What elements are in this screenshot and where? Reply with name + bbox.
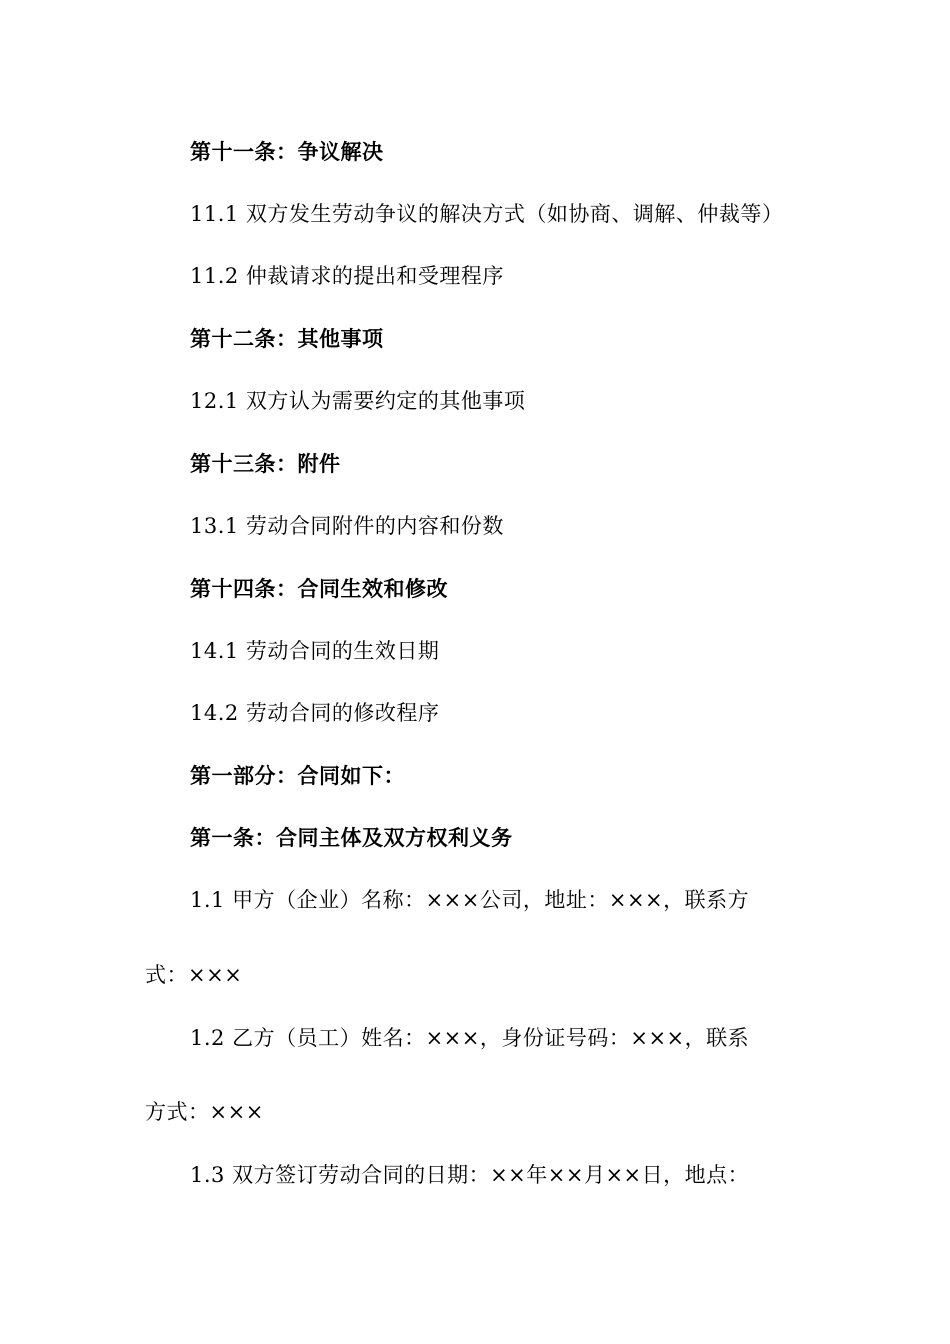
clause-1-2-line-1: 1.2 乙方（员工）姓名：×××，身份证号码：×××，联系: [190, 1026, 750, 1050]
clause-14-1: 14.1 劳动合同的生效日期: [190, 639, 440, 663]
article-12-heading: 第十二条：其他事项: [190, 327, 384, 351]
clause-12-1: 12.1 双方认为需要约定的其他事项: [190, 389, 526, 413]
article-14-heading: 第十四条：合同生效和修改: [190, 577, 448, 601]
clause-11-1: 11.1 双方发生劳动争议的解决方式（如协商、调解、仲裁等）: [190, 202, 784, 226]
clause-1-1-line-1: 1.1 甲方（企业）名称：×××公司，地址：×××，联系方: [190, 888, 750, 912]
article-11-heading: 第十一条：争议解决: [190, 140, 384, 164]
clause-11-2: 11.2 仲裁请求的提出和受理程序: [190, 264, 504, 288]
clause-13-1: 13.1 劳动合同附件的内容和份数: [190, 514, 504, 538]
article-1-heading: 第一条：合同主体及双方权利义务: [190, 826, 513, 850]
article-13-heading: 第十三条：附件: [190, 452, 341, 476]
clause-1-1-line-2: 式：×××: [145, 963, 243, 987]
clause-14-2: 14.2 劳动合同的修改程序: [190, 701, 440, 725]
clause-1-3-line-1: 1.3 双方签订劳动合同的日期：××年××月××日，地点：: [190, 1163, 750, 1187]
part-1-heading: 第一部分：合同如下：: [190, 764, 405, 788]
clause-1-2-line-2: 方式：×××: [145, 1100, 264, 1124]
